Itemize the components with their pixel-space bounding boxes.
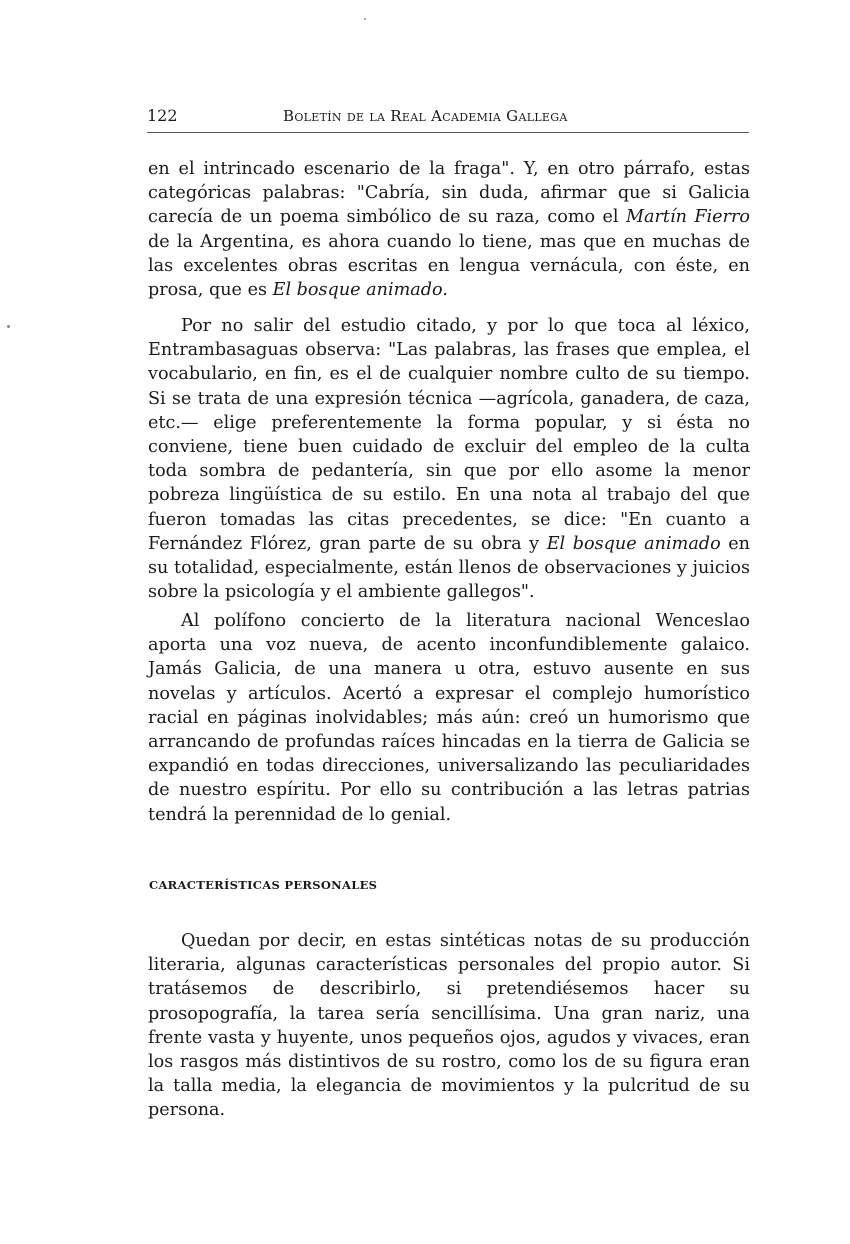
scan-speck — [364, 18, 366, 20]
paragraph-3: Al polífono concierto de la literatura nacional Wenceslao aporta una voz nueva, de acento inconfundiblemente galaico. Jamás Galicia, de una manera u otra, estuvo ausente en sus novelas y artículos. Acertó a expresar el complejo humorístico racial en páginas inolvidables; más aún: creó un humorismo que arrancando de profundas raíces hincadas en la tierra de Galicia se expandió en todas direcciones, universalizando las peculiaridades de nuestro espíritu. Por ello su contribución a las letras patrias tendrá la perennidad de lo genial. — [148, 611, 750, 825]
paragraph-2 — [148, 314, 750, 604]
title-el-bosque-animado-2: El bosque animado — [546, 533, 721, 554]
paragraph-1 — [148, 157, 750, 302]
scan-speck — [7, 325, 10, 328]
paragraph-4: Quedan por decir, en estas sintéticas notas de su producción literaria, algunas características personales del propio autor. Si tratásemos de describirlo, si pretendiésemos hacer su prosopografía, la tarea sería sencillísima. Una gran nariz, una frente vasta y huyente, unos pequeños ojos, agudos y vivaces, eran los rasgos más distintivos de su rostro, como los de su figura eran la talla media, la elegancia de movimientos y la pulcritud de su persona. — [148, 931, 750, 1121]
page-header — [147, 104, 749, 133]
paragraph-1-text-c: de la Argentina, es ahora cuando lo tiene, mas que en muchas de las excelentes obras escritas en lengua vernácula, con éste, en prosa, que es — [148, 231, 750, 301]
title-martin-fierro: Martín Fierro — [625, 207, 750, 228]
paragraph-1-text-a: en el intrincado escenario de la fraga". Y, en otro párrafo, estas categóricas palabras: "Cabría, sin duda, afirmar que si Galicia carecía de un poema simbólico de su raza, como el — [148, 159, 750, 228]
paragraph-2-text-c: en su totalidad, especialmente, están llenos de observaciones y juicios sobre la psicología y el ambiente gallegos". — [148, 533, 750, 603]
section-heading: CARACTERÍSTICAS PERSONALES — [149, 878, 378, 892]
page-number: 122 — [147, 106, 178, 125]
paragraph-2-text-a: Por no salir del estudio citado, y por lo que toca al léxico, Entrambasaguas observa: "Las palabras, las frases que emplea, el vocabulario, en fin, es el de cualquier nombre culto de su tiempo. Si se trata de una expresión técnica —agrícola, ganadera, de caza, etc.— elige preferentemente la forma popular, y si ésta no conviene, tiene buen cuidado de excluir del empleo de la culta toda sombra de pedantería, sin que por ello asome la menor pobreza lingüística de su estilo. En una nota al trabajo del que fueron tomadas las citas precedentes, se dice: "En cuanto a Fernández Flórez, gran parte de su obra y — [148, 316, 750, 554]
title-el-bosque-animado: El bosque animado. — [272, 280, 448, 301]
running-title: Boletín de la Real Academia Gallega — [283, 107, 568, 125]
